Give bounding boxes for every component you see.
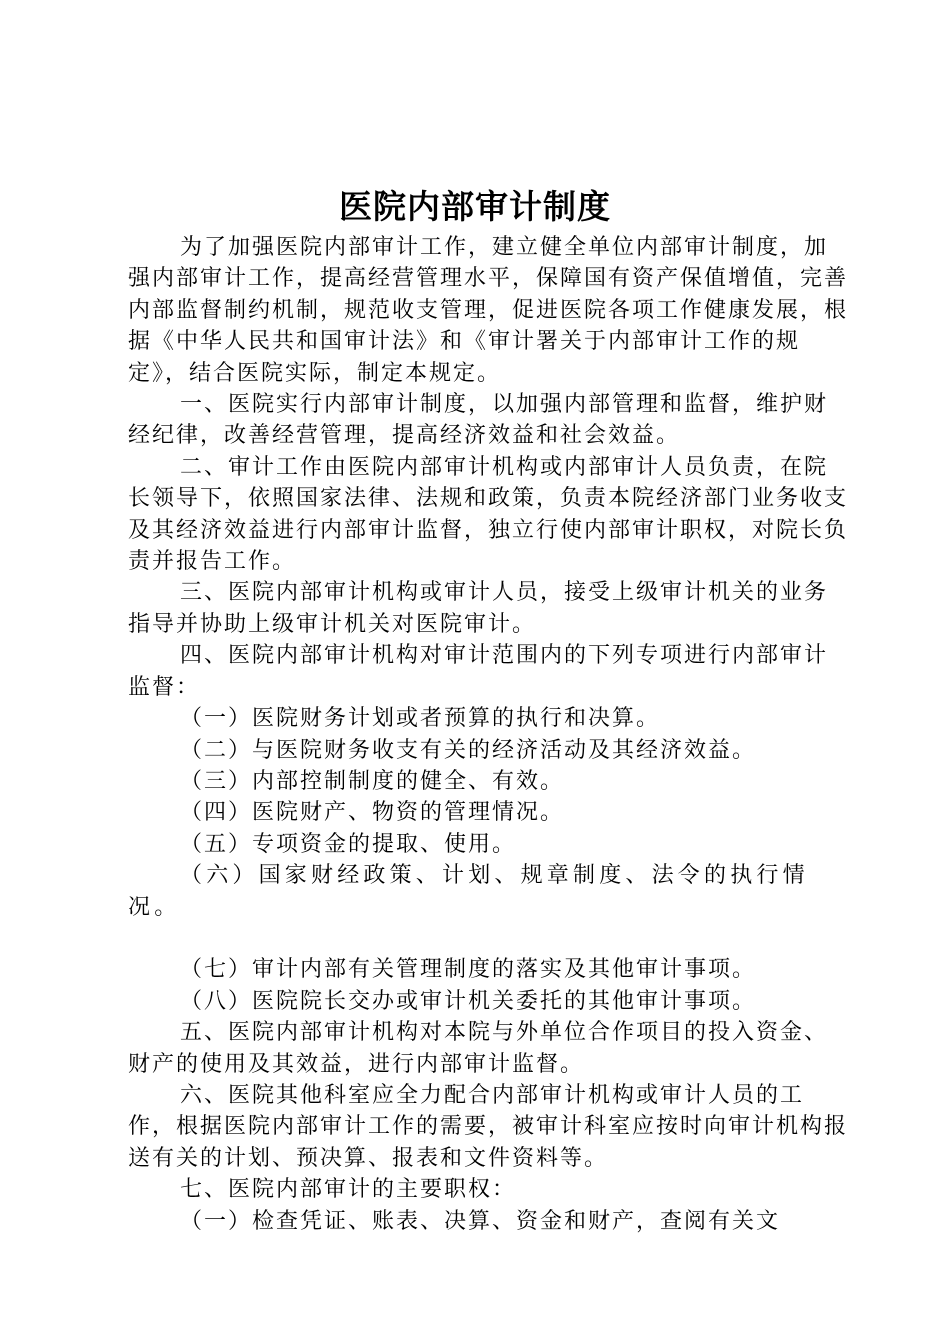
list-item: （一）检查凭证、账表、决算、资金和财产，查阅有关文 — [180, 1208, 781, 1234]
list-item: （四）医院财产、物资的管理情况。 — [180, 800, 565, 826]
list-item: （二）与医院财务收支有关的经济活动及其经济效益。 — [180, 737, 757, 763]
paragraph-article-6: 六、医院其他科室应全力配合内部审计机构或审计人员的工作，根据医院内部审计工作的需要，被审计科室应按时向审计机构报送有关的计划、预决算、报表和文件资料等。 — [128, 1082, 849, 1171]
paragraph-article-7: 七、医院内部审计的主要职权： — [180, 1177, 517, 1203]
document-title: 医院内部审计制度 — [339, 187, 611, 226]
document-body — [128, 232, 848, 1237]
list-item: （三）内部控制制度的健全、有效。 — [180, 768, 565, 794]
list-item: （七）审计内部有关管理制度的落实及其他审计事项。 — [180, 957, 757, 983]
list-item: （八）医院院长交办或审计机关委托的其他审计事项。 — [180, 988, 757, 1014]
list-item: （六）国家财经政策、计划、规章制度、法令的执行情况。 — [128, 863, 809, 920]
paragraph-article-3: 三、医院内部审计机构或审计人员，接受上级审计机关的业务指导并协助上级审计机关对医院审计。 — [128, 580, 829, 637]
blank-line — [128, 923, 848, 954]
list-item: （一）医院财务计划或者预算的执行和决算。 — [180, 706, 661, 732]
list-item: （五）专项资金的提取、使用。 — [180, 831, 517, 857]
paragraph-article-1: 一、医院实行内部审计制度，以加强内部管理和监督，维护财经纪律，改善经营管理，提高经济效益和社会效益。 — [128, 392, 829, 449]
paragraph-article-4: 四、医院内部审计机构对审计范围内的下列专项进行内部审计监督： — [128, 643, 829, 700]
paragraph-article-2: 二、审计工作由医院内部审计机构或内部审计人员负责，在院长领导下，依照国家法律、法规和政策，负责本院经济部门业务收支及其经济效益进行内部审计监督，独立行使内部审计职权，对院长负责并报告工作。 — [128, 454, 849, 575]
paragraph-article-5: 五、医院内部审计机构对本院与外单位合作项目的投入资金、财产的使用及其效益，进行内部审计监督。 — [128, 1020, 829, 1077]
paragraph-intro: 为了加强医院内部审计工作，建立健全单位内部审计制度，加强内部审计工作，提高经营管理水平，保障国有资产保值增值，完善内部监督制约机制，规范收支管理，促进医院各项工作健康发展，根据《中华人民共和国审计法》和《审计署关于内部审计工作的规定》，结合医院实际，制定本规定。 — [128, 235, 849, 386]
